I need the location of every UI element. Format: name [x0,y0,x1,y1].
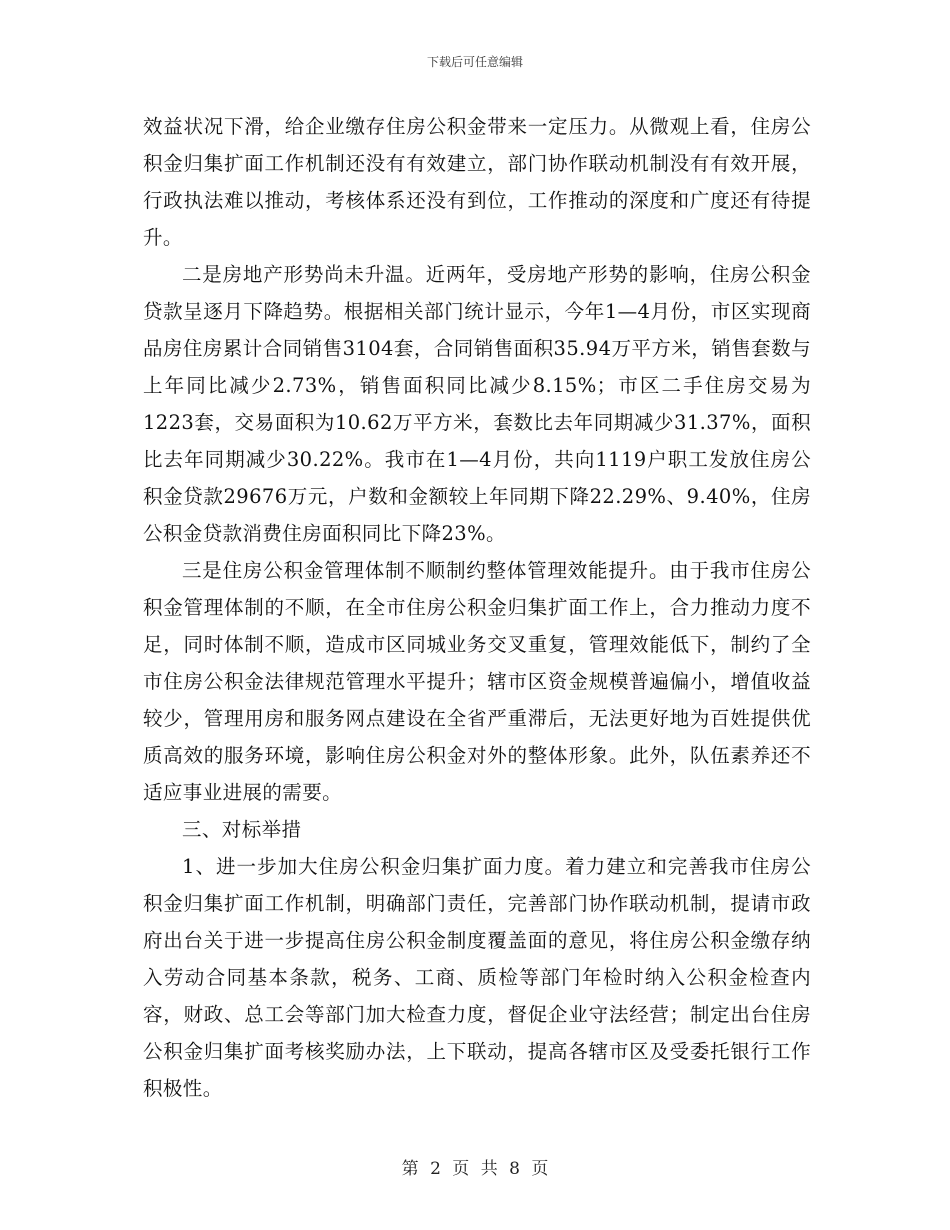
section-heading-measures: 三、对标举措 [182,818,302,841]
page-header-note: 下载后可任意编辑 [426,55,523,69]
document-body [143,108,811,1107]
paragraph-measure-1: 1、进一步加大住房公积金归集扩面力度。着力建立和完善我市住房公积金归集扩面工作机制，明确部门责任，完善部门协作联动机制，提请市政府出台关于进一步提高住房公积金制度覆盖面的意见，将住房公积金缴存纳入劳动合同基本条款，税务、工商、质检等部门年检时纳入公积金检查内容，财政、总工会等部门加大检查力度，督促企业守法经营；制定出台住房公积金归集扩面考核奖励办法，上下联动，提高各辖市区及受委托银行工作积极性。 [143,855,811,1100]
paragraph-real-estate: 二是房地产形势尚未升温。近两年，受房地产形势的影响，住房公积金贷款呈逐月下降趋势。根据相关部门统计显示，今年1—4月份，市区实现商品房住房累计合同销售3104套，合同销售面积35.94万平方米，销售套数与上年同比减少2.73%，销售面积同比减少8.15%；市区二手住房交易为1223套，交易面积为10.62万平方米，套数比去年同期减少31.37%，面积比去年同期减少30.22%。我市在1—4月份，共向1119户职工发放住房公积金贷款29676万元，户数和金额较上年同期下降22.29%、9.40%，住房公积金贷款消费住房面积同比下降23%。 [143,263,811,545]
page-number: 第 2 页 共 8 页 [401,1159,549,1179]
paragraph-management-system: 三是住房公积金管理体制不顺制约整体管理效能提升。由于我市住房公积金管理体制的不顺，在全市住房公积金归集扩面工作上，合力推动力度不足，同时体制不顺，造成市区同城业务交叉重复，管理效能低下，制约了全市住房公积金法律规范管理水平提升；辖市区资金规模普遍偏小，增值收益较少，管理用房和服务网点建设在全省严重滞后，无法更好地为百姓提供优质高效的服务环境，影响住房公积金对外的整体形象。此外，队伍素养还不适应事业进展的需要。 [143,559,811,804]
paragraph-continuation: 效益状况下滑，给企业缴存住房公积金带来一定压力。从微观上看，住房公积金归集扩面工作机制还没有有效建立，部门协作联动机制没有有效开展，行政执法难以推动，考核体系还没有到位，工作推动的深度和广度还有待提升。 [143,115,811,249]
